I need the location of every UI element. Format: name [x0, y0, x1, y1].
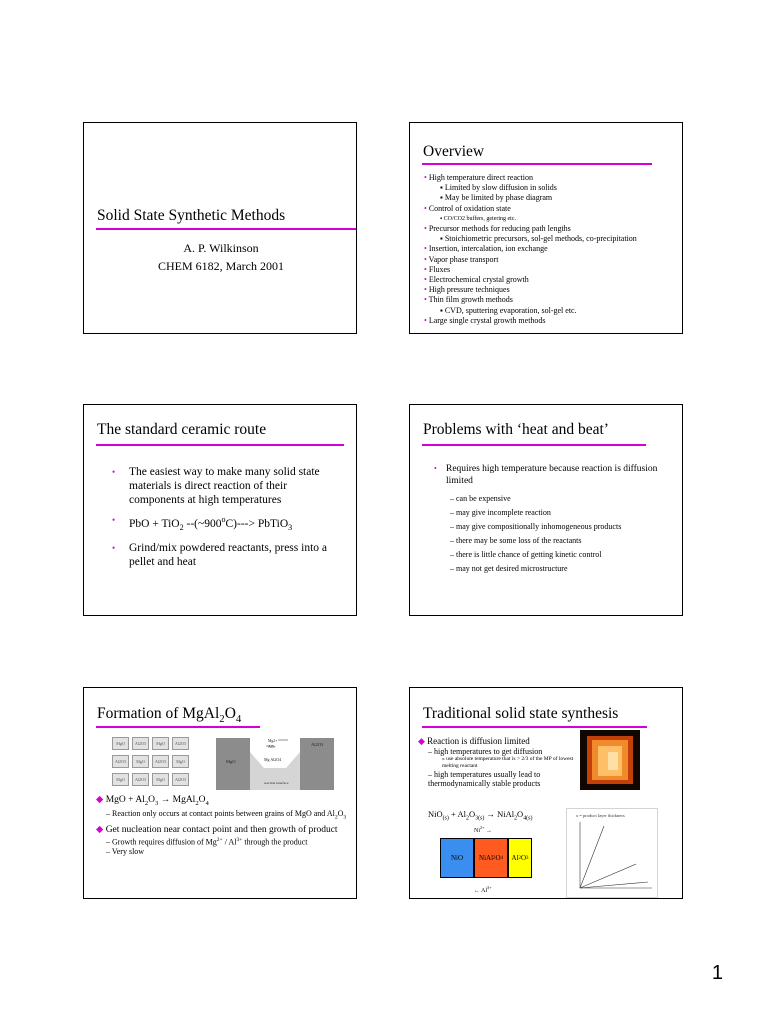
grain-cell: MgO — [172, 755, 189, 768]
title-rule — [422, 726, 647, 728]
bullet-icon: • — [112, 467, 116, 477]
diagram-interface-label: reaction interface — [264, 781, 289, 785]
list-item: • High pressure techniques — [424, 285, 510, 295]
slide-heat-and-beat — [409, 404, 683, 616]
grain-cell: Al2O3 — [172, 737, 189, 750]
reaction-interface-diagram — [216, 734, 334, 794]
diagram-arrow-mg: Mg2+ — [268, 739, 278, 743]
title-rule — [96, 726, 260, 728]
main-bullet: • Requires high temperature because reaction is diffusion limited — [434, 464, 658, 486]
list-item: ▪ CO/CO2 buffers, getering etc. — [440, 215, 517, 222]
list-item: • Control of oxidation state — [424, 203, 511, 213]
sub-bullet: – may give compositionally inhomogeneous products — [450, 522, 622, 531]
list-item: • Fluxes — [424, 264, 451, 274]
list-item: ▪ CVD, sputtering evaporation, sol-gel etc. — [440, 305, 577, 315]
slide-title-text: Problems with ‘heat and beat’ — [423, 421, 609, 438]
layer-al2o3: Al 2 O 3 — [508, 838, 532, 878]
sub-bullet: – may not get desired microstructure — [450, 564, 568, 573]
grain-cell: MgO — [152, 737, 169, 750]
grain-cell: Al2O3 — [152, 755, 169, 768]
diagram-label-mid: Mg Al2O4 — [264, 757, 282, 762]
grain-cell: Al2O3 — [132, 737, 149, 750]
bullet-icon: • — [112, 515, 116, 525]
content-block: ◆ MgO + $Al_2O_3$ → $MgAl_2O_4$ – Reaction only occurs at contact points between grains of MgO and $Al_2O_3$ ◆ Get nucleation near contact point and then growth of product – Growth requires diffusion of $Mg^{2+} / Al^{3+}$ through the product – Very slow — [96, 795, 347, 857]
list-item: ▪ Stoichiometric precursors, sol-gel methods, co-precipitation — [440, 234, 637, 244]
diamond-icon: ◆ — [96, 795, 104, 805]
diamond-icon: ◆ — [418, 736, 425, 746]
course: CHEM 6182, March 2001 — [158, 259, 284, 273]
grain-cell: MgO — [152, 773, 169, 786]
slide-title-text: Formation of $MgAl_2O_4$ — [97, 705, 242, 726]
slide-title — [83, 122, 357, 334]
graph-label: x = product layer thickness — [576, 813, 625, 818]
list-item: • Large single crystal growth methods — [424, 315, 546, 325]
grain-cell: Al2O3 — [112, 755, 129, 768]
list-item: • Electrochemical crystal growth — [424, 275, 529, 285]
title-rule — [422, 163, 652, 165]
slide-traditional-synthesis — [409, 687, 683, 899]
slide-title-text: The standard ceramic route — [97, 421, 267, 438]
grain-cell: Al2O3 — [132, 773, 149, 786]
reaction-equation: $NiO_{(s)} + Al_2O_{3(s)}$ → $NiAl_2O_{4(s)}$ — [428, 809, 533, 822]
slide-title-text: Traditional solid state synthesis — [423, 705, 619, 722]
list-item: • High temperature direct reaction — [424, 173, 533, 182]
list-item: • The easiest way to make many solid state materials is direct reaction of their components at high temperatures — [112, 466, 320, 506]
furnace-photo — [580, 730, 640, 790]
grain-cell: MgO — [112, 773, 129, 786]
layer-nio: NiO — [440, 838, 474, 878]
slide-title-text: Solid State Synthetic Methods — [97, 207, 286, 224]
title-rule — [96, 444, 344, 446]
list-item: • PbO + TiO$_2$ $--(\sim 900^oC)--->$ PbTiO$_3$ — [112, 515, 293, 533]
diagram-arrow-al: Al3+ — [268, 745, 276, 749]
bullet-icon: • — [434, 464, 437, 473]
diagram-label-left: MgO — [226, 759, 236, 764]
page-number: 1 — [711, 962, 723, 984]
diagram-label-right: Al2O3 — [311, 742, 324, 747]
title-rule — [96, 228, 357, 230]
sub-bullet: – can be expensive — [450, 494, 511, 503]
author: A. P. Wilkinson — [183, 241, 259, 255]
thickness-graph — [566, 808, 658, 898]
list-item: • Vapor phase transport — [424, 254, 499, 264]
content-block: ◆ Reaction is diffusion limited – high temperatures to get diffusion » use absolute temperature that is > 2/3 of the MP of lowest melting reactant – high temperatures usually lead to thermodynamically stable products — [418, 736, 574, 788]
slide-mgal2o4 — [83, 687, 357, 899]
list-item: ▪ May be limited by phase diagram — [440, 193, 553, 203]
sub-bullet-list — [450, 492, 621, 576]
grain-cell: Al2O3 — [172, 773, 189, 786]
overview-list — [424, 173, 637, 326]
title-rule — [422, 444, 646, 446]
slide-title-text: Overview — [423, 143, 485, 160]
ni-arrow-label: $Ni^{2+}$ → — [474, 825, 492, 834]
list-item: • Precursor methods for reducing path lengths — [424, 224, 571, 234]
al-arrow-label: ← $Al^{3+}$ — [474, 885, 492, 894]
diamond-icon: ◆ — [96, 824, 104, 835]
bullet-icon: • — [112, 543, 116, 554]
sub-bullet: – may give incomplete reaction — [450, 508, 551, 517]
slide-ceramic-route — [83, 404, 357, 616]
grain-cell: MgO — [112, 737, 129, 750]
list-item: • Insertion, intercalation, ion exchange — [424, 244, 548, 254]
layer-nial2o4: NiAl 2 O 4 — [474, 838, 508, 878]
bullet-list — [112, 465, 344, 575]
grain-cell: MgO — [132, 755, 149, 768]
list-item: • Grind/mix powdered reactants, press into a pellet and heat — [112, 542, 327, 569]
list-item: ▪ Limited by slow diffusion in solids — [440, 183, 557, 193]
list-item: • Thin film growth methods — [424, 295, 513, 305]
sub-bullet: – there may be some loss of the reactants — [450, 536, 582, 545]
slide-overview — [409, 122, 683, 334]
sub-bullet: – there is little chance of getting kinetic control — [450, 550, 602, 559]
